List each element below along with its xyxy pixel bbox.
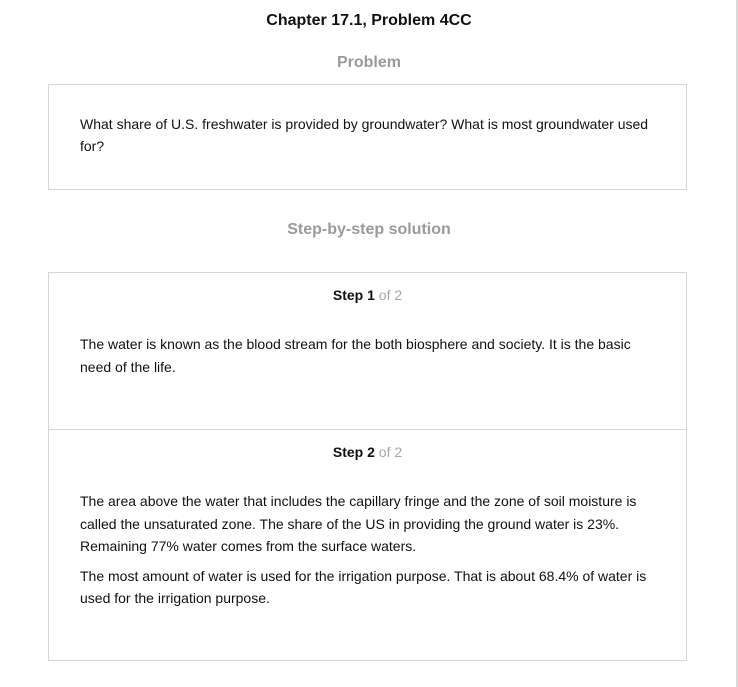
step-2-number: 2 xyxy=(367,444,375,460)
step-1-number: 1 xyxy=(367,287,375,303)
step-2-of-total: of 2 xyxy=(378,444,403,460)
step-1-label xyxy=(49,287,686,303)
solution-heading: Step-by-step solution xyxy=(287,221,451,238)
step-2-body xyxy=(80,490,658,617)
problem-text: What share of U.S. freshwater is provided by groundwater? What is most groundwater used for? xyxy=(80,116,649,154)
step-2-paragraph-1: The area above the water that includes the capillary fringe and the zone of soil moisture is called the unsaturated zone. The share of the US in providing the ground water is 23%. Remaining 77% water comes from the surface waters. xyxy=(80,493,637,554)
step-2 xyxy=(49,430,686,661)
step-1-word: Step xyxy=(332,287,364,303)
step-1-paragraph-1: The water is known as the blood stream for the both biosphere and society. It is the basic need of the life. xyxy=(80,336,631,375)
step-2-word: Step xyxy=(332,444,364,460)
problem-heading: Problem xyxy=(336,54,401,71)
step-1-of-total: of 2 xyxy=(378,287,403,303)
step-2-paragraph-2: The most amount of water is used for the irrigation purpose. That is about 68.4% of water is used for the irrigation purpose. xyxy=(80,567,647,606)
chapter-title: Chapter 17.1, Problem 4CC xyxy=(266,12,472,29)
step-1 xyxy=(49,273,686,430)
solution-box xyxy=(48,272,687,661)
problem-box xyxy=(48,84,687,190)
step-2-label xyxy=(49,444,686,460)
step-1-body xyxy=(80,333,658,385)
